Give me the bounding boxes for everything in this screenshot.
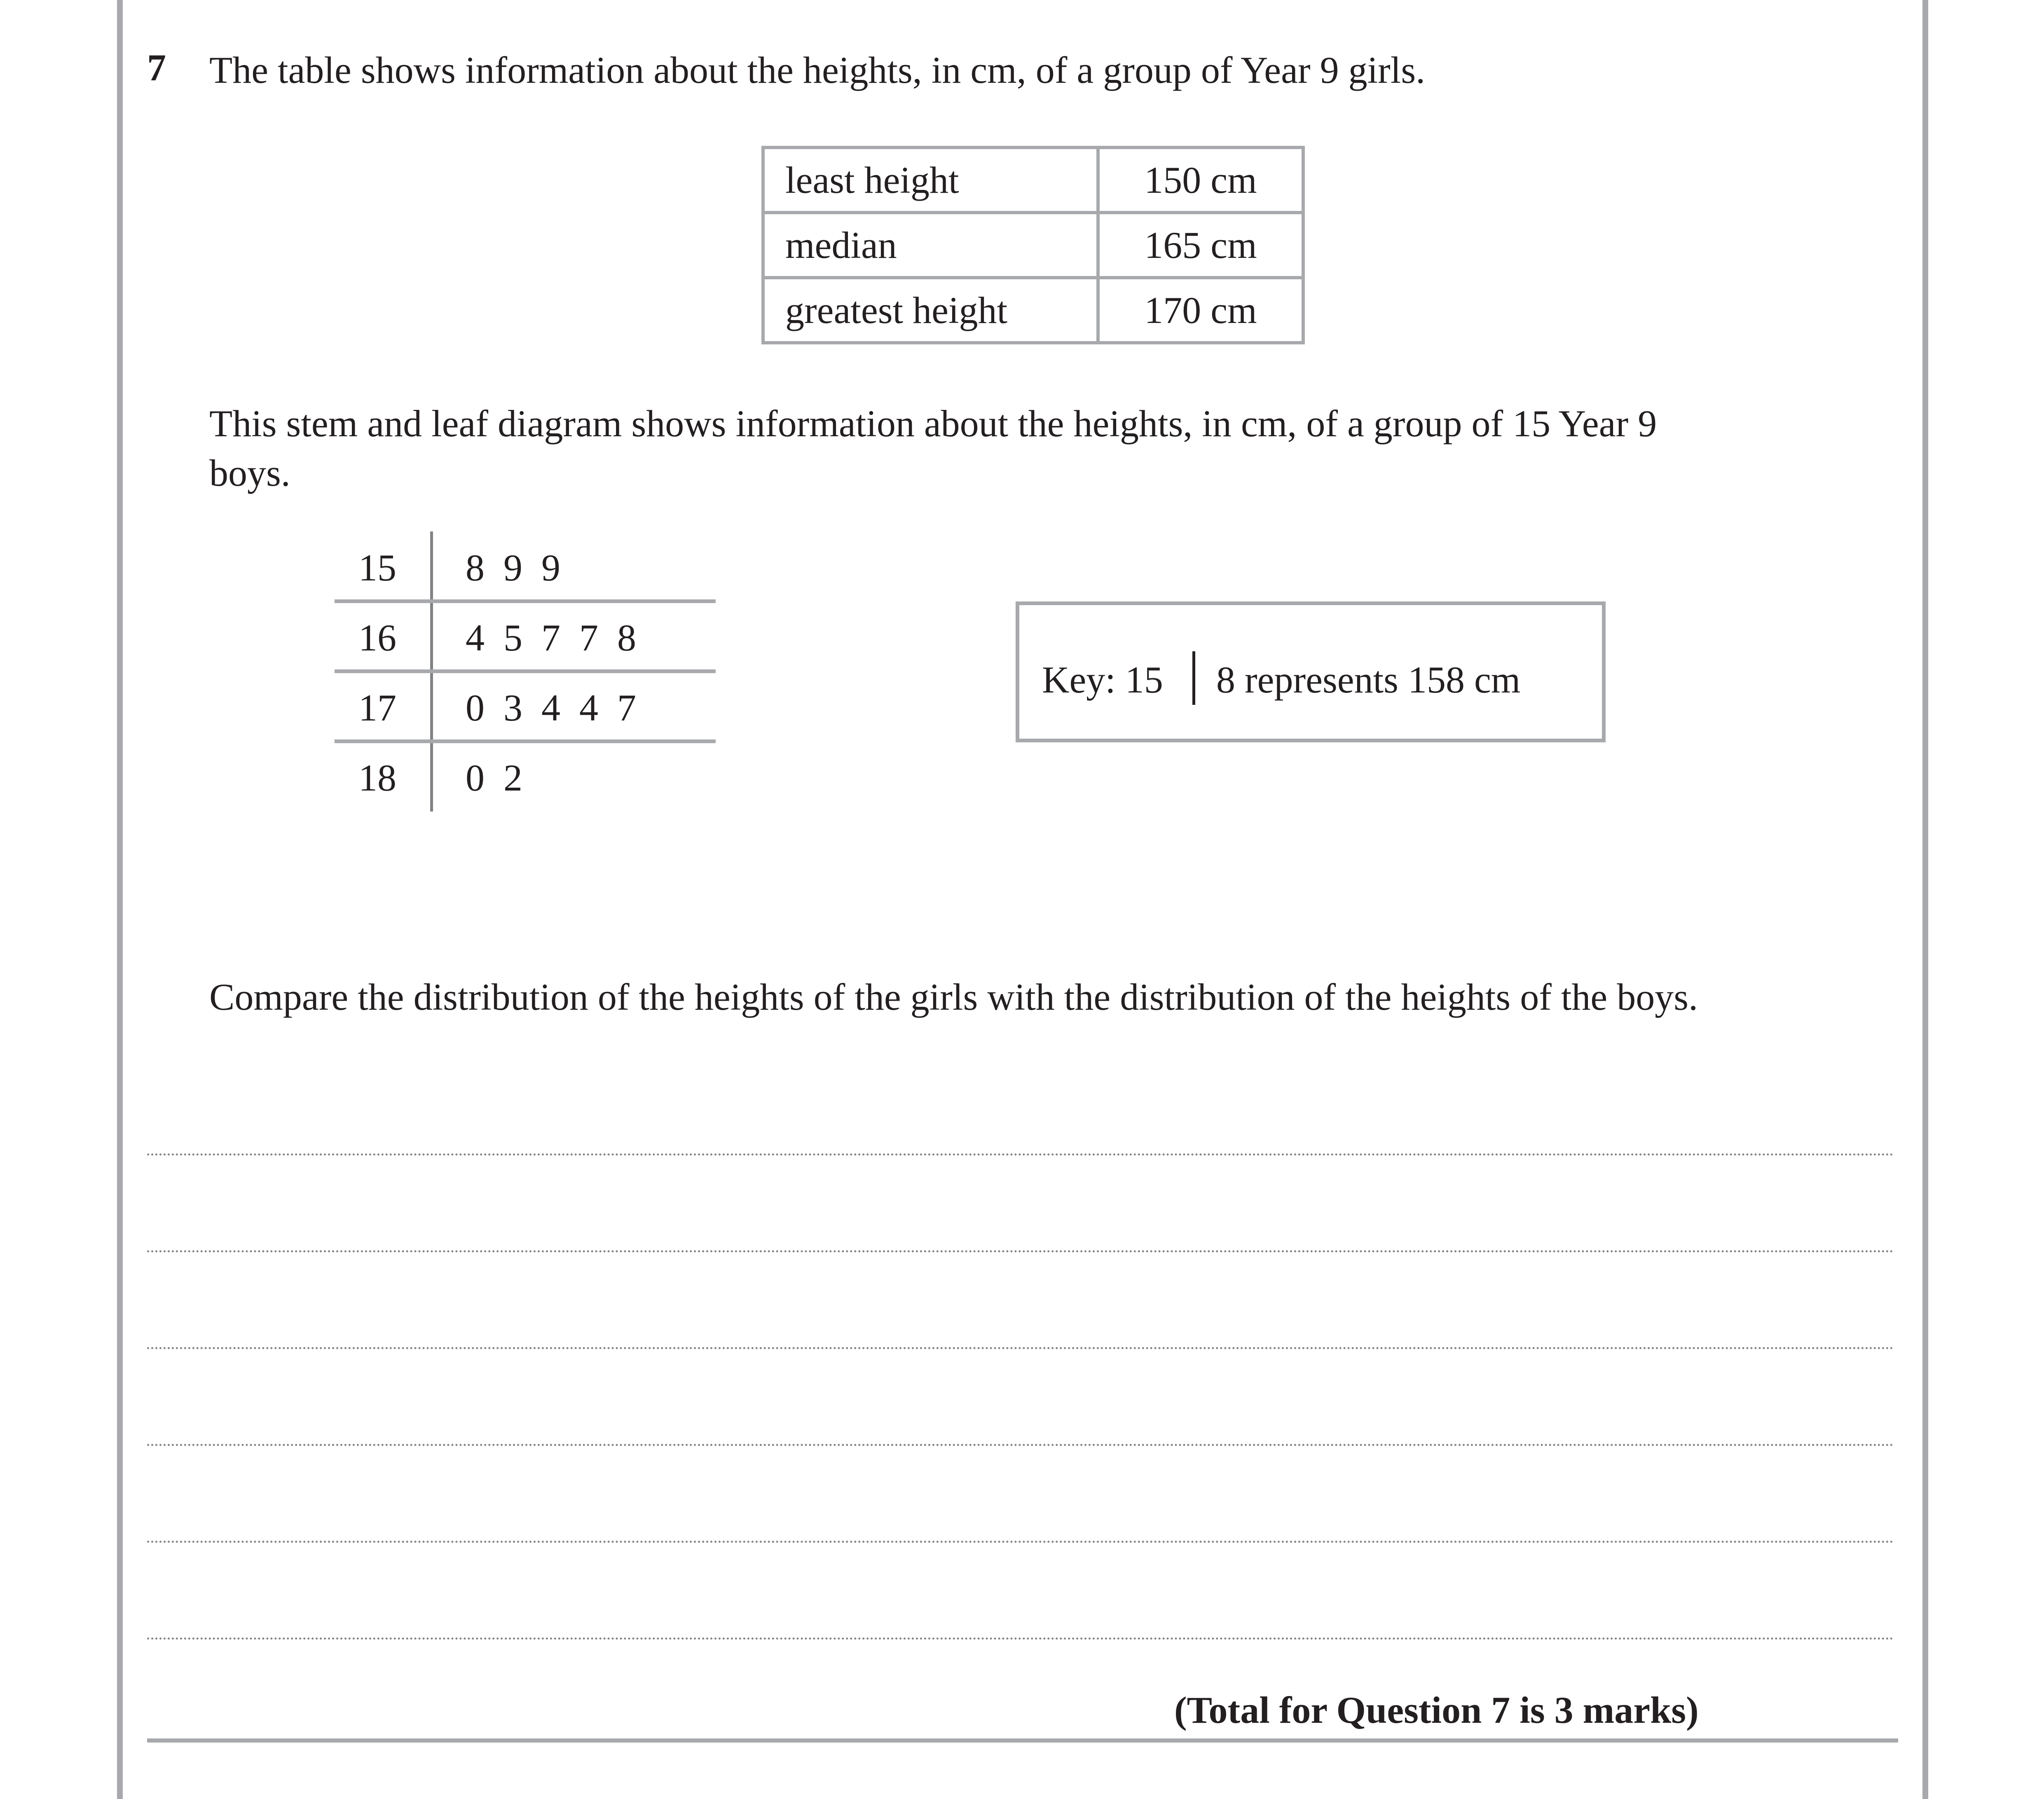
stem-value: 15 — [358, 547, 396, 589]
answer-line[interactable] — [147, 1444, 1894, 1446]
stem-leaf-row — [335, 531, 716, 597]
table-cell-label: least height — [763, 147, 1098, 213]
key-prefix: Key: 15 — [1042, 659, 1163, 701]
total-marks: (Total for Question 7 is 3 marks) — [1174, 1689, 1699, 1731]
question-number: 7 — [147, 47, 166, 89]
page-border-right — [1922, 0, 1928, 1799]
question-intro: The table shows information about the heights, in cm, of a group of Year 9 girls. — [209, 49, 1426, 91]
leaf-values: 0 3 4 4 7 — [466, 687, 636, 729]
table-row — [763, 213, 1303, 278]
table-cell-label: greatest height — [763, 278, 1098, 343]
answer-line[interactable] — [147, 1638, 1894, 1640]
stem-leaf-row — [335, 601, 716, 667]
key-suffix: 8 represents 158 cm — [1216, 659, 1521, 701]
page-border-left — [117, 0, 123, 1799]
leaf-values: 8 9 9 — [466, 547, 560, 589]
bottom-rule — [147, 1738, 1898, 1743]
compare-prompt: Compare the distribution of the heights of the girls with the distribution of the heights of the boys. — [209, 976, 1698, 1018]
stem-leaf-key — [1016, 601, 1606, 742]
stem-value: 16 — [358, 617, 396, 659]
stem-value: 18 — [358, 757, 396, 799]
stem-leaf-diagram — [335, 531, 716, 812]
leaf-values: 0 2 — [466, 757, 522, 799]
table-cell-label: median — [763, 213, 1098, 278]
girls-heights-table — [761, 146, 1305, 344]
stem-leaf-intro: This stem and leaf diagram shows information about the heights, in cm, of a group of 15 Year 9 boys. — [209, 402, 1657, 494]
answer-line[interactable] — [147, 1541, 1894, 1543]
answer-line[interactable] — [147, 1347, 1894, 1349]
key-divider — [1192, 651, 1195, 705]
table-cell-value: 150 cm — [1098, 147, 1303, 213]
leaf-values: 4 5 7 7 8 — [466, 617, 636, 659]
table-row — [763, 278, 1303, 343]
stem-leaf-row — [335, 671, 716, 737]
table-cell-value: 165 cm — [1098, 213, 1303, 278]
table-cell-value: 170 cm — [1098, 278, 1303, 343]
table-row — [763, 147, 1303, 213]
stem-value: 17 — [358, 687, 396, 729]
stem-leaf-row — [335, 742, 716, 807]
answer-line[interactable] — [147, 1250, 1894, 1252]
answer-line[interactable] — [147, 1153, 1894, 1156]
